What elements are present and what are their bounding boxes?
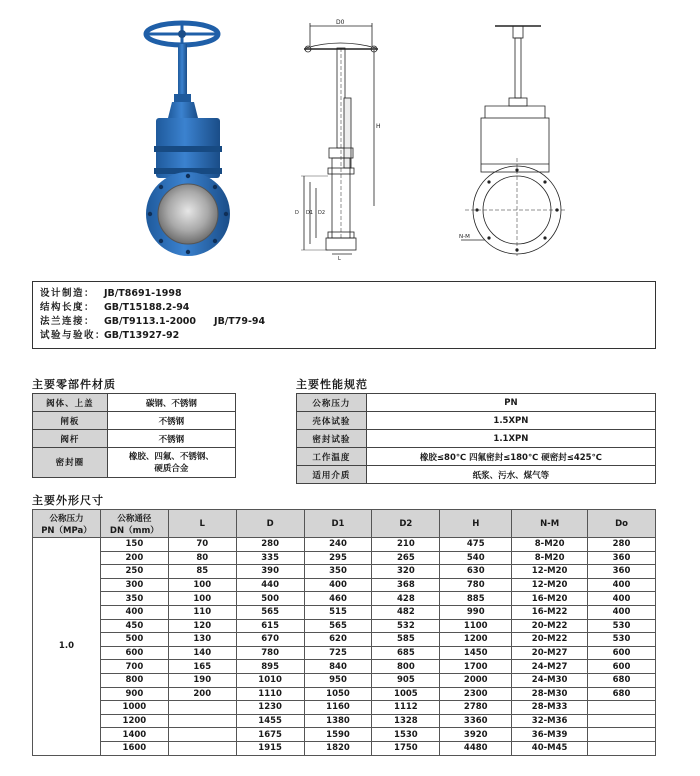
table-cell: 295 (304, 551, 372, 565)
pn-cell: 1.0 (33, 538, 101, 756)
table-cell: 475 (440, 538, 512, 552)
table-cell: 620 (304, 633, 372, 647)
table-cell: 1200 (440, 633, 512, 647)
table-row: 闸板 不锈钢 (33, 412, 236, 430)
table-cell: 500 (100, 633, 168, 647)
performance-table (296, 393, 656, 484)
table-cell: 210 (372, 538, 440, 552)
table-cell: 2000 (440, 673, 512, 687)
table-cell: 630 (440, 565, 512, 579)
header-h: H (440, 510, 512, 538)
table-cell: 900 (100, 687, 168, 701)
table-cell: 540 (440, 551, 512, 565)
table-cell: 600 (588, 646, 656, 660)
table-cell: 800 (372, 660, 440, 674)
table-cell: 20-M27 (512, 646, 588, 660)
table-cell: 390 (236, 565, 304, 579)
table-cell: 24-M27 (512, 660, 588, 674)
table-cell: 240 (304, 538, 372, 552)
table-cell (168, 741, 236, 755)
table-row: 阀杆 不锈钢 (33, 430, 236, 448)
table-cell: 780 (440, 578, 512, 592)
table-cell: 1380 (304, 714, 372, 728)
table-cell (588, 728, 656, 742)
table-cell: 680 (588, 687, 656, 701)
table-cell: 130 (168, 633, 236, 647)
table-cell: 1010 (236, 673, 304, 687)
table-cell: 950 (304, 673, 372, 687)
svg-text:D2: D2 (318, 210, 326, 216)
table-row: 公称压力 PN (297, 394, 656, 412)
table-row: 壳体试验 1.5XPN (297, 412, 656, 430)
table-row (33, 714, 656, 728)
table-cell: 24-M30 (512, 673, 588, 687)
table-cell: 120 (168, 619, 236, 633)
table-cell: 532 (372, 619, 440, 633)
table-row (33, 565, 656, 579)
table-cell: 685 (372, 646, 440, 660)
table-cell: 1100 (440, 619, 512, 633)
svg-text:D0: D0 (336, 19, 345, 26)
table-cell: 8-M20 (512, 538, 588, 552)
table-cell (588, 701, 656, 715)
table-cell: 1110 (236, 687, 304, 701)
table-cell: 1000 (100, 701, 168, 715)
table-row (33, 701, 656, 715)
table-row: 密封试验 1.1XPN (297, 430, 656, 448)
table-cell: 16-M20 (512, 592, 588, 606)
table-cell: 110 (168, 605, 236, 619)
table-cell: 1230 (236, 701, 304, 715)
table-row (33, 578, 656, 592)
dimensions-body (33, 538, 656, 756)
table-cell: 80 (168, 551, 236, 565)
table-cell: 3360 (440, 714, 512, 728)
table-cell: 428 (372, 592, 440, 606)
table-cell: 700 (100, 660, 168, 674)
table-cell: 1530 (372, 728, 440, 742)
table-header-row (33, 510, 656, 538)
standard-row: 法兰连接： GB/T9113.1-2000 JB/T79-94 (40, 316, 266, 327)
table-row (33, 551, 656, 565)
table-cell: 335 (236, 551, 304, 565)
svg-text:D1: D1 (306, 210, 314, 216)
header-d: D (236, 510, 304, 538)
table-row (33, 538, 656, 552)
table-cell: 670 (236, 633, 304, 647)
table-cell: 360 (588, 565, 656, 579)
table-cell (588, 741, 656, 755)
table-row (33, 660, 656, 674)
table-cell: 8-M20 (512, 551, 588, 565)
table-cell: 565 (304, 619, 372, 633)
table-cell: 360 (588, 551, 656, 565)
table-cell: 190 (168, 673, 236, 687)
table-row (33, 633, 656, 647)
table-cell: 200 (168, 687, 236, 701)
table-cell: 28-M33 (512, 701, 588, 715)
dimensions-title: 主要外形尺寸 (32, 494, 104, 507)
table-row (33, 673, 656, 687)
table-cell: 600 (100, 646, 168, 660)
header-do: Do (588, 510, 656, 538)
header-nm: N-M (512, 510, 588, 538)
table-row: 阀体、上盖 碳钢、不锈钢 (33, 394, 236, 412)
standard-row: 试验与验收：GB/T13927-92 (40, 330, 180, 341)
table-cell (168, 714, 236, 728)
table-cell: 400 (588, 592, 656, 606)
table-cell (168, 728, 236, 742)
table-cell: 1050 (304, 687, 372, 701)
table-cell: 200 (100, 551, 168, 565)
table-row (33, 592, 656, 606)
table-cell: 40-M45 (512, 741, 588, 755)
table-cell: 100 (168, 592, 236, 606)
table-cell: 20-M22 (512, 633, 588, 647)
table-cell: 530 (588, 633, 656, 647)
table-cell: 1590 (304, 728, 372, 742)
table-cell: 400 (100, 605, 168, 619)
table-cell: 320 (372, 565, 440, 579)
table-cell: 2300 (440, 687, 512, 701)
table-cell: 12-M20 (512, 578, 588, 592)
table-cell: 250 (100, 565, 168, 579)
svg-text:N-M: N-M (459, 234, 470, 240)
table-row: 适用介质 纸浆、污水、煤气等 (297, 466, 656, 484)
header-l: L (168, 510, 236, 538)
table-cell: 1160 (304, 701, 372, 715)
table-cell: 1328 (372, 714, 440, 728)
table-cell: 368 (372, 578, 440, 592)
table-cell: 1820 (304, 741, 372, 755)
table-row (33, 687, 656, 701)
table-cell: 905 (372, 673, 440, 687)
table-cell: 1915 (236, 741, 304, 755)
table-cell: 280 (236, 538, 304, 552)
valve-photo (140, 18, 250, 258)
table-cell: 32-M36 (512, 714, 588, 728)
table-cell: 100 (168, 578, 236, 592)
table-row (33, 741, 656, 755)
side-view-drawing (292, 18, 392, 262)
table-row (33, 728, 656, 742)
table-cell: 3920 (440, 728, 512, 742)
table-cell: 1455 (236, 714, 304, 728)
table-cell: 1450 (440, 646, 512, 660)
table-cell: 990 (440, 605, 512, 619)
table-cell: 350 (100, 592, 168, 606)
table-row: 工作温度 橡胶≤80℃ 四氟密封≤180℃ 硬密封≤425℃ (297, 448, 656, 466)
table-cell: 1750 (372, 741, 440, 755)
svg-text:H: H (376, 123, 381, 130)
table-cell (168, 701, 236, 715)
table-cell: 28-M30 (512, 687, 588, 701)
table-cell: 680 (588, 673, 656, 687)
table-cell: 70 (168, 538, 236, 552)
dimensions-table (32, 509, 656, 756)
table-row (33, 619, 656, 633)
table-cell: 800 (100, 673, 168, 687)
front-view-drawing (455, 18, 575, 258)
table-cell: 600 (588, 660, 656, 674)
table-cell: 515 (304, 605, 372, 619)
table-cell: 36-M39 (512, 728, 588, 742)
table-cell: 280 (588, 538, 656, 552)
standard-row: 结构长度： GB/T15188.2-94 (40, 302, 190, 313)
performance-title: 主要性能规范 (296, 378, 368, 391)
valve-figures (0, 0, 700, 270)
table-cell: 85 (168, 565, 236, 579)
table-cell: 450 (100, 619, 168, 633)
svg-text:D: D (295, 210, 299, 216)
table-cell: 460 (304, 592, 372, 606)
table-cell: 500 (236, 592, 304, 606)
table-cell: 482 (372, 605, 440, 619)
table-row (33, 646, 656, 660)
header-d2: D2 (372, 510, 440, 538)
table-cell: 440 (236, 578, 304, 592)
table-cell: 20-M22 (512, 619, 588, 633)
table-cell: 1005 (372, 687, 440, 701)
table-cell: 615 (236, 619, 304, 633)
table-cell: 265 (372, 551, 440, 565)
table-cell: 530 (588, 619, 656, 633)
table-cell (588, 714, 656, 728)
table-row (33, 605, 656, 619)
table-cell: 165 (168, 660, 236, 674)
table-cell: 1600 (100, 741, 168, 755)
standard-row: 设计制造： JB/T8691-1998 (40, 288, 182, 299)
table-cell: 12-M20 (512, 565, 588, 579)
table-cell: 16-M22 (512, 605, 588, 619)
table-row: 密封圈 橡胶、四氟、不锈钢、 硬质合金 (33, 448, 236, 478)
materials-table (32, 393, 236, 478)
header-d1: D1 (304, 510, 372, 538)
table-cell: 885 (440, 592, 512, 606)
table-cell: 400 (588, 578, 656, 592)
table-cell: 1675 (236, 728, 304, 742)
table-cell: 1700 (440, 660, 512, 674)
header-dn: 公称通径 DN（mm） (100, 510, 168, 538)
table-cell: 400 (304, 578, 372, 592)
table-cell: 1200 (100, 714, 168, 728)
svg-text:L: L (338, 256, 341, 262)
table-cell: 4480 (440, 741, 512, 755)
standards-box (32, 281, 656, 349)
materials-title: 主要零部件材质 (32, 378, 116, 391)
table-cell: 300 (100, 578, 168, 592)
table-cell: 140 (168, 646, 236, 660)
table-cell: 725 (304, 646, 372, 660)
table-cell: 840 (304, 660, 372, 674)
table-cell: 895 (236, 660, 304, 674)
header-pn: 公称压力 PN（MPa） (33, 510, 101, 538)
table-cell: 1112 (372, 701, 440, 715)
table-cell: 350 (304, 565, 372, 579)
table-cell: 565 (236, 605, 304, 619)
table-cell: 780 (236, 646, 304, 660)
table-cell: 1400 (100, 728, 168, 742)
table-cell: 150 (100, 538, 168, 552)
table-cell: 585 (372, 633, 440, 647)
table-cell: 2780 (440, 701, 512, 715)
table-cell: 400 (588, 605, 656, 619)
